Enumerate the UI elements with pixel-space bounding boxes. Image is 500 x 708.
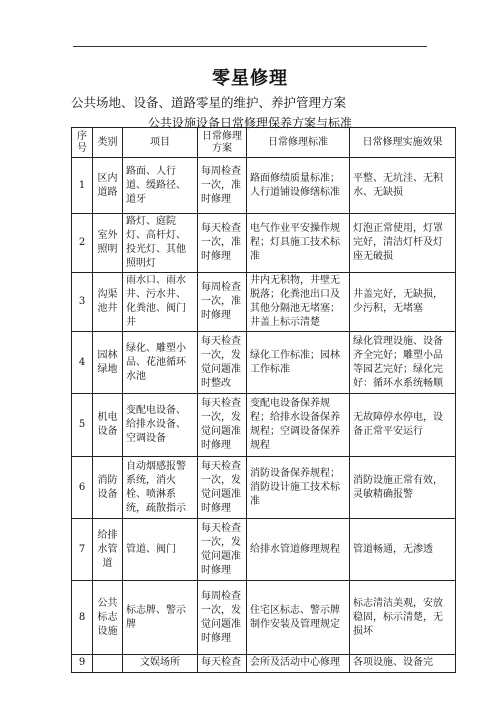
row-category: 园林绿地 [93, 332, 123, 394]
row-frequency: 每天检查一次，发觉问题准时修理 [198, 394, 247, 457]
row-category: 室外照明 [93, 214, 123, 273]
table-row [72, 214, 456, 273]
row-effect: 井盖完好，无缺损，少污积，无堵塞 [350, 273, 456, 332]
row-standard: 井内无积物，井壁无脱落；化粪池出口及其他分隔池无堵塞；井盖上标示清楚 [247, 273, 350, 332]
top-rule-line [73, 46, 427, 47]
table-row [72, 158, 456, 214]
row-no: 4 [72, 332, 93, 394]
header-no: 序号 [72, 128, 93, 158]
row-category: 消防设备 [93, 457, 123, 519]
row-frequency: 每天检查一次，发觉问题准时整改 [198, 332, 247, 394]
row-category: 给排水管道 [93, 519, 123, 581]
table-row [72, 332, 456, 394]
row-frequency: 每周检查一次，准时修理 [198, 273, 247, 332]
row-no: 7 [72, 519, 93, 581]
row-no: 2 [72, 214, 93, 273]
row-effect: 管道畅通，无渗透 [350, 519, 456, 581]
row-no: 5 [72, 394, 93, 457]
page-title: 零星修理 [212, 68, 288, 89]
row-effect: 绿化管理设施、设备齐全完好；雕塑小品等园艺完好；绿化完好：循环水系统畅顺 [350, 332, 456, 394]
row-item: 变配电设备、给排水设备、空调设备 [123, 394, 198, 457]
table-row [72, 655, 456, 673]
row-standard: 变配电设备保养规程；给排水设备保养规程；空调设备保养规程 [247, 394, 350, 457]
row-frequency: 每天检查一次，发觉问题准时修理 [198, 457, 247, 519]
table-row [72, 519, 456, 581]
table-row [72, 394, 456, 457]
table-header-row [72, 128, 456, 158]
header-effect: 日常修理实施效果 [350, 128, 456, 158]
row-no: 6 [72, 457, 93, 519]
row-frequency: 每周检查一次，准时修理 [198, 158, 247, 214]
row-no: 1 [72, 158, 93, 214]
maintenance-standards-table [71, 127, 456, 673]
row-no: 8 [72, 581, 93, 655]
row-standard: 会所及活动中心修理 [247, 655, 350, 673]
row-frequency: 每天检查一次，准时修理 [198, 214, 247, 273]
header-frequency: 日常修理方案 [198, 128, 247, 158]
row-frequency: 每天检查一次，发觉问题准时修理 [198, 519, 247, 581]
row-frequency: 每天检查 [198, 655, 247, 673]
row-item: 文娱场所 [123, 655, 198, 673]
row-standard: 消防设备保养规程；消防设计施工技术标准 [247, 457, 350, 519]
row-no: 3 [72, 273, 93, 332]
row-no: 9 [72, 655, 93, 673]
row-category: 机电设备 [93, 394, 123, 457]
row-category [93, 655, 123, 673]
row-effect: 平整、无坑洼、无积水、无缺损 [350, 158, 456, 214]
table-row [72, 581, 456, 655]
table-caption: 公共设施设备日常修理保养方案与标准 [147, 116, 352, 130]
row-item: 管道、阀门 [123, 519, 198, 581]
row-effect: 各项设施、设备完 [350, 655, 456, 673]
row-effect: 无故障停水停电，设备正常平安运行 [350, 394, 456, 457]
row-item: 路灯、庭院灯、高杆灯、投光灯、其他照明灯 [123, 214, 198, 273]
row-standard: 给排水管道修理规程 [247, 519, 350, 581]
row-category: 公共标志设施 [93, 581, 123, 655]
row-item: 雨水口、雨水井、污水井、化粪池、阀门井 [123, 273, 198, 332]
row-item: 标志牌、警示牌 [123, 581, 198, 655]
row-standard: 路面修绩质量标准；人行道铺设修缮标准 [247, 158, 350, 214]
row-category: 区内道路 [93, 158, 123, 214]
header-item: 项目 [123, 128, 198, 158]
row-item: 路面、人行道、缓路径、道牙 [123, 158, 198, 214]
row-item: 绿化、雕塑小品、花池循环水池 [123, 332, 198, 394]
row-effect: 消防设施正常有效，灵敏精确报警 [350, 457, 456, 519]
row-effect: 灯泡正常使用，灯罩完好，清洁灯杆及灯座无破损 [350, 214, 456, 273]
header-standard: 日常修理标准 [247, 128, 350, 158]
table-row [72, 273, 456, 332]
row-item: 自动烟感报警系统，消火栓、喷淋系统，疏散指示 [123, 457, 198, 519]
table-row [72, 457, 456, 519]
header-category: 类别 [93, 128, 123, 158]
row-standard: 电气作业平安操作规程；灯具施工技术标准 [247, 214, 350, 273]
row-standard: 住宅区标志、警示牌制作安装及管理规定 [247, 581, 350, 655]
row-frequency: 每周检查一次，发觉问题准时修理 [198, 581, 247, 655]
row-effect: 标志清洁美观，安放稳固，标示清楚，无损坏 [350, 581, 456, 655]
row-category: 沟渠池井 [93, 273, 123, 332]
row-standard: 绿化工作标准；园林工作标准 [247, 332, 350, 394]
page-subtitle: 公共场地、设备、道路零星的维护、养护管理方案 [71, 95, 347, 110]
